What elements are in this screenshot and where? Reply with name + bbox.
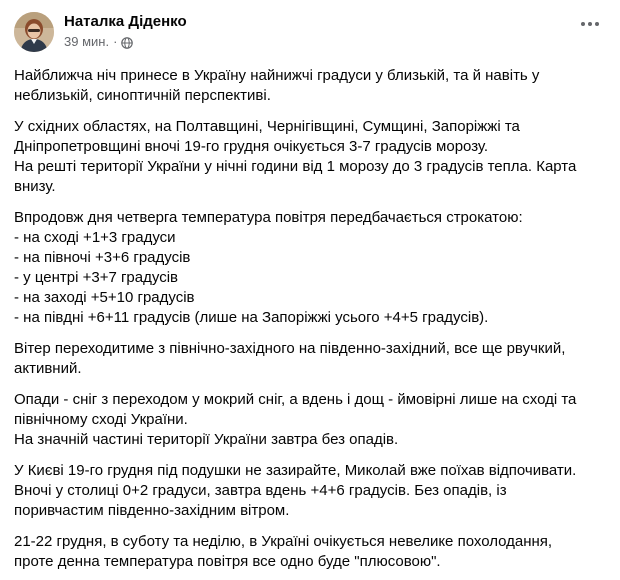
text-line: Впродовж дня четверга температура повітря передбачається строкатою: (14, 209, 523, 226)
text-line: проте денна температура повітря все одно буде "плюсовою". (14, 553, 441, 570)
post-subline (64, 33, 187, 50)
text-line: У Києві 19-го грудня під подушки не зазирайте, Миколай вже поїхав відпочивати. (14, 462, 577, 479)
text-line: На значній частині території України завтра без опадів. (14, 431, 399, 448)
paragraph-6 (14, 461, 604, 521)
text-line: На решті території України у нічні години від 1 морозу до 3 градусів тепла. Карта (14, 158, 577, 175)
text-line: Вітер переходитиме з північно-західного на південно-західний, все ще рвучкий, (14, 340, 566, 357)
paragraph-4 (14, 339, 604, 379)
text-line: Вночі у столиці 0+2 градуси, завтра вдень +4+6 градусів. Без опадів, із (14, 482, 507, 499)
text-line: У східних областях, на Полтавщині, Чернігівщині, Сумщині, Запоріжжі та (14, 118, 520, 135)
post-meta (64, 12, 187, 50)
paragraph-1 (14, 66, 604, 106)
author-avatar[interactable] (14, 12, 54, 52)
more-options-icon[interactable] (576, 14, 604, 34)
text-line: неблизькій, синоптичній перспективі. (14, 87, 271, 104)
list-item: - на заході +5+10 градусів (14, 289, 195, 306)
paragraph-3 (14, 208, 604, 328)
text-line: Опади - сніг з переходом у мокрий сніг, а вдень і дощ - ймовірні лише на сході та (14, 391, 577, 408)
author-name[interactable]: Наталка Діденко (64, 13, 187, 30)
post-header (14, 10, 606, 60)
text-line: Найближча ніч принесе в Україну найнижчі градуси у близькій, та й навіть у (14, 67, 540, 84)
text-line: поривчастим південно-західним вітром. (14, 502, 290, 519)
list-item: - на півдні +6+11 градусів (лише на Запоріжжі усього +4+5 градусів). (14, 309, 489, 326)
text-line: внизу. (14, 178, 56, 195)
list-item: - на сході +1+3 градуси (14, 229, 176, 246)
text-line: північному сході України. (14, 411, 188, 428)
paragraph-2 (14, 117, 604, 197)
separator-dot: · (113, 34, 118, 49)
text-line: 21-22 грудня, в суботу та неділю, в Україні очікується невелике похолодання, (14, 533, 553, 550)
text-line: Дніпропетровщині вночі 19-го грудня очікується 3-7 градусів морозу. (14, 138, 489, 155)
globe-icon[interactable] (121, 36, 133, 48)
avatar-photo-icon (14, 12, 54, 52)
list-item: - у центрі +3+7 градусів (14, 269, 179, 286)
paragraph-7 (14, 532, 604, 572)
list-item: - на півночі +3+6 градусів (14, 249, 191, 266)
paragraph-5 (14, 390, 604, 450)
post-body (14, 66, 604, 572)
text-line: активний. (14, 360, 82, 377)
post-timestamp[interactable]: 39 мин. (64, 34, 110, 49)
